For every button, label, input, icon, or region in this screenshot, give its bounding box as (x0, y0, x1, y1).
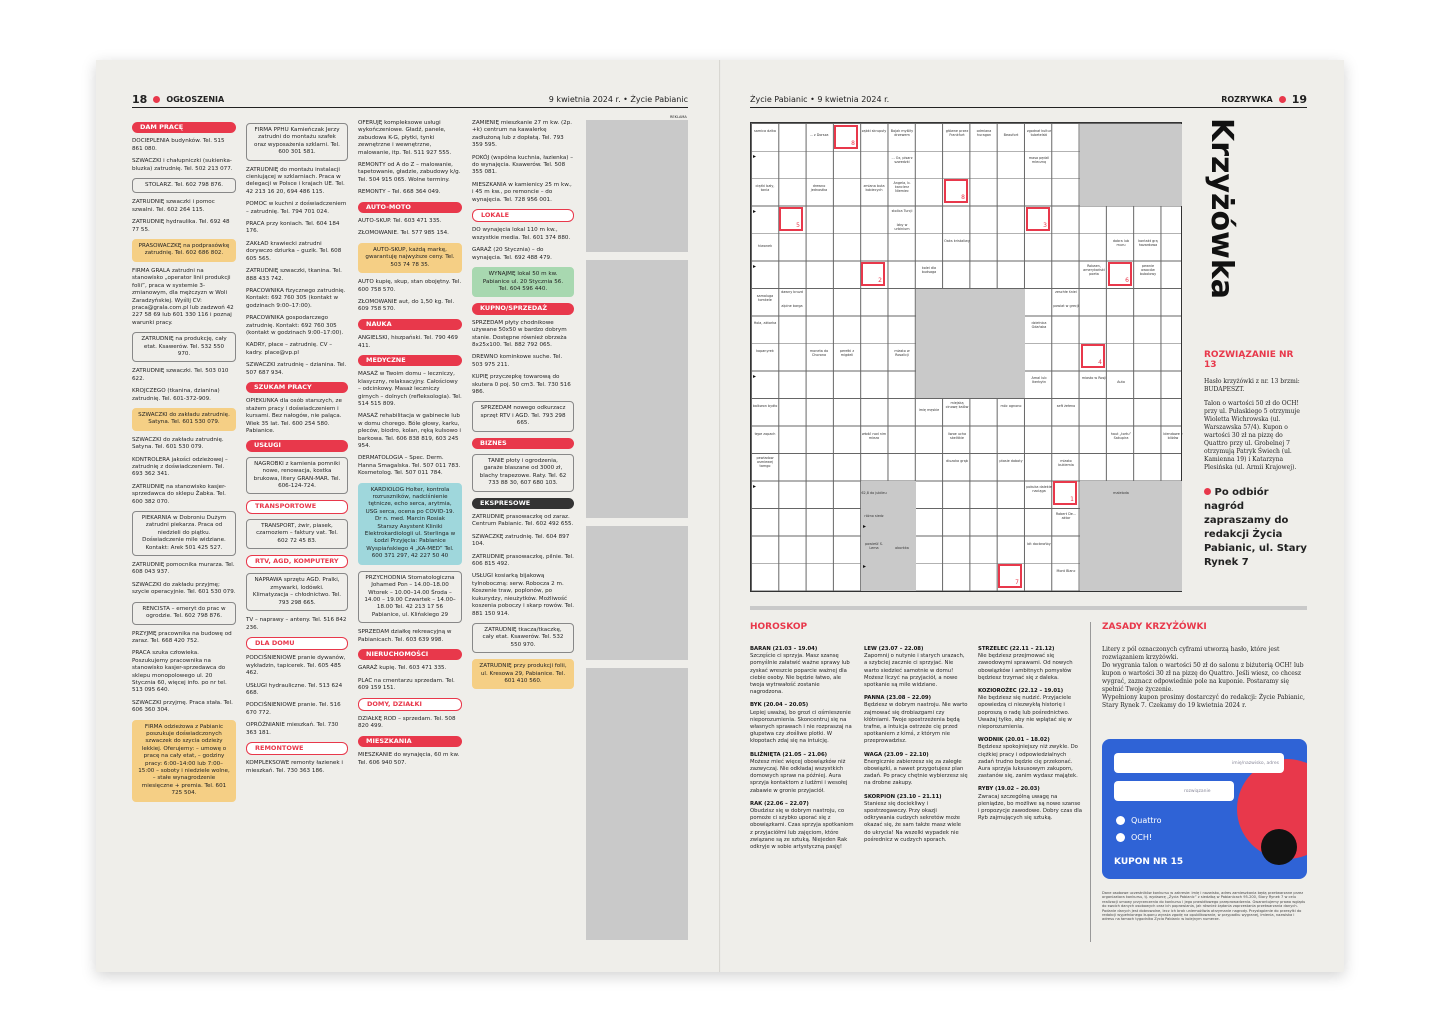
classified-box: PIEKARNIA w Dobroniu Dużym zatrudni piekarza. Praca od niedzieli do piątku. Doświadczenie mile widziane. Kontakt: Arek 501 425 527. (132, 511, 236, 556)
classified-ad: FIRMA GRALA zatrudni na stanowisko „operator linii produkcji folii”, praca w systemie 3-zmianowym, dla mężczyzn w Woli Zaradzyńskiej. Wyślij CV: praca@grala.com.pl lub zadzwoń 42 227 58 69 lub 601 330 116 i poznaj warunki pracy. (132, 267, 234, 326)
arrow-right-icon: ▸ (753, 208, 757, 215)
category-label: BIZNES (472, 438, 574, 449)
crossword-clue: Izby w urbinium (894, 223, 910, 231)
crossword-clue: imię męskie (918, 408, 940, 412)
classified-ad: ZATRUDNIĘ na stanowisko kasjer-sprzedawca do sklepu Żabka. Tel. 600 382 070. (132, 483, 227, 505)
crossword-clue: blendowe z bliżów (1163, 432, 1183, 440)
crossword-clue: dawny bruzd (781, 290, 803, 294)
classified-ad: GARAŻ (20 Stycznia) – do wynajęcia. Tel. 692 488 479. (472, 247, 552, 261)
classified-ad: SZWACZKI zatrudnię – dzianina. Tel. 507 687 934. (246, 362, 347, 376)
fine-print: Dane osobowe uczestników konkursu w zakresie: imię i nazwisko, adres zamieszkania będą przetwarzane przez organizatora konkursu, tj. wydawcę „Życia Pabianic” z siedzibą w Pabianicach 95-200, Stary Rynek 7 w celu realizacji umowy przyrzeczenia do konkursu i jego prawidłowego przeprowadzenia. Gwarantujemy prawo wglądu do swoich danych osobowych oraz ich poprawiania, jak również żądania zaprzestania przetwarzania danych. Podanie danych jest dobrowolne, lecz ich brak uniemożliwia otrzymanie nagrody. Przystąpienie do przesyłki do redakcji wypełnionego kuponu wyraża zgodę na opublikowanie, w przypadku wygranej, imienia, nazwiska i adresu na łamach tygodnika Życia Pabianic w kolejnym numerze. (1102, 891, 1306, 922)
classified-box: ZATRUDNIĘ na produkcję, cały etat. Ksawerów. Tel. 532 550 970. (132, 332, 236, 362)
classified-ad: POMOC w kuchni z doświadczeniem – zatrudnię. Tel. 794 701 024. (246, 201, 347, 215)
classified-ad: PODCIŚNIENIOWE pranie dywanów, wykładzin, tapicerek. Tel. 605 485 462. (246, 655, 346, 677)
prize-pickup-note: Po odbiór nagród zapraszamy do redakcji Życia Pabianic, ul. Stary Rynek 7 (1204, 487, 1307, 568)
rules-paragraph: Litery z pól oznaczonych cyframi utworzą hasło, które jest rozwiązaniem krzyżówki. (1102, 646, 1280, 661)
numbered-cell[interactable]: 1 (1053, 481, 1077, 505)
sign-name: RAK (22.06 – 22.07) (750, 800, 809, 807)
sign-text: Lepiej uważaj, bo grozi ci ośmieszenie nieporozumienia. Skoncentruj się na własnych sprawach i nie rozpraszaj na głupstwa czy złośliwe plotki. W kłopotach zdaj się na intuicję. (750, 709, 852, 745)
numbered-cell[interactable]: 8 (834, 125, 858, 149)
category-label: NAUKA (358, 319, 462, 330)
classified-ad: SPRZEDAM działkę rekreacyjną w Pabianicach. Tel. 603 639 998. (358, 629, 452, 643)
solution-section (1204, 350, 1307, 576)
crossword-clue: hiwonek (757, 244, 773, 248)
newspaper-spread (96, 60, 1344, 972)
classified-ad: REMONTY – Tel. 668 364 049. (358, 189, 441, 196)
classified-ad: KOMPLEKSOWE remonty łazienek i mieszkań. Tel. 730 363 186. (246, 760, 343, 774)
issue-date: Życie Pabianic • 9 kwietnia 2024 r. (750, 94, 890, 104)
sign-text: Możesz mieć więcej obowiązków niż zazwyczaj. Nie odkładaj wszystkich domowych spraw na później. Aura sprzyja kontaktom z ludźmi i wesołej zabawie w gronie przyjaciół. (750, 758, 848, 794)
category-label: LOKALE (472, 209, 574, 222)
crossword-ad-block (916, 289, 1025, 398)
classified-ad: OPRÓŻNIANIE mieszkań. Tel. 730 363 181. (246, 722, 339, 736)
classifieds-column-3 (358, 120, 462, 772)
horoscope-column (750, 646, 854, 857)
sign-name: PANNA (23.08 – 22.09) (864, 695, 931, 702)
classified-ad: KROJCZEGO (tkanina, dzianina) zatrudnię. Tel. 601-372-909. (132, 388, 220, 402)
crossword-clue: haut „tortu” Sakupira (1110, 432, 1132, 440)
crossword-clue: główne przez Frankfurt (945, 129, 969, 137)
sign-text: Obudzisz się w dobrym nastroju, co pomoże ci szybko uporać się z obowiązkami. Czas sprzyja spotkaniom z przyjaciółmi lub zajęciom, które związane są ze sztuką. Niejeden Rak odkryje w sobie artystyczną pasję! (750, 808, 854, 851)
crossword-clue: pewiadow osmiewej tamgo (756, 456, 774, 468)
sign-text: Będziesz w dobrym nastroju. Nie warto zajmować się drobiazgami czy kłótniami. Twoje spostrzeżenia będą trafne, a intuicja ostrzeże cię przed spotkaniem z kimś, z którym nie przeprowadzisz. (864, 702, 968, 745)
classified-box: NAPRAWA sprzętu AGD. Pralki, zmywarki, lodówki. Klimatyzacja – chłodnictwo. Tel. 793 298 665. (246, 573, 348, 611)
crossword-title: Krzyżówka (1204, 118, 1239, 300)
arrow-right-icon: ▸ (863, 523, 867, 530)
ad-label: REKLAMA (670, 115, 687, 119)
sign-name: WODNIK (20.01 – 18.02) (978, 737, 1050, 744)
divider (132, 107, 688, 108)
sign-text: Nie będziesz się nudzić. Przyjaciele opowiedzą ci niezwykłą historię i poproszą o radę lub pośrednictwo. Uważaj tylko, aby nie wplątać się w nieporozumienia. (978, 695, 1072, 731)
classified-ad: OFERUJĘ kompleksowe usługi wykończeniowe. Gładź, panele, zabudowa K-G, płytki, tynki zewnętrzne i wewnętrzne, malowanie, itp. Tel. 511 927 555. (358, 120, 452, 156)
sign-name: WAGA (23.09 – 22.10) (864, 751, 929, 758)
page-fold (719, 60, 721, 972)
classified-ad: REMONTY od A do Z – malowanie, tapetowanie, gładzie, zabudowy k/g. Tel. 504 915 065. Wolne terminy. (358, 162, 461, 183)
sign-name: KOZIOROŻEC (22.12 – 19.01) (978, 688, 1064, 695)
page-number: 19 (1291, 92, 1307, 106)
classified-ad: SPRZEDAM płyty chodnikowe używane 50x50 w bardzo dobrym stanie. Dostępne również obrzeża 8x25x100. Tel. 882 792 065. (472, 319, 567, 348)
solution-text: Hasło krzyżówki z nr. 13 brzmi: BUDAPESZT. (1204, 378, 1300, 393)
classified-ad: MIESZKANIE do wynajęcia, 60 m kw. Tel. 606 940 507. (358, 752, 460, 766)
classified-box: TRANSPORT, żwir, piasek, czarnoziem – faktury vat. Tel. 602 72 45 83. (246, 519, 348, 549)
horoscope-title: HOROSKOP (750, 622, 808, 632)
classified-ad: SZWACZKI do zakładu zatrudnię. Satyna. Tel. 601 530 079. (132, 436, 224, 451)
classified-ad: MASAŻ w Twoim domu – leczniczy, klasyczny, relaksacyjny. Całościowy – odcinkowy. Masaż leczniczy girnych – dolnych (refleksologia). Tel. 514 515 809. (358, 371, 462, 407)
classified-ad: TV – naprawy – anteny. Tel. 516 842 236. (246, 617, 347, 631)
crossword-clue: stolica Turcji (891, 209, 913, 213)
classified-ad: PRACOWNIKA fizycznego zatrudnię. Kontakt: 692 760 305 (kontakt w godzinach 9:00–17:00). (246, 287, 346, 309)
crossword-clue: liwoe ucha skelitkie (947, 432, 967, 440)
crossword-clue: perełki z migdeli (839, 349, 855, 357)
rules-paragraph: Do wygrania talon o wartości 50 zł do salonu z biżuterią OCH! lub kupon o wartości 30 zł na pizzę do Quattro. Jeśli wiesz, co chcesz wygrać, zaznacz odpowiednie pole na kuponie. Postaramy się spełnić Twoje życzenie. (1102, 662, 1304, 693)
crossword-clue: ząbki skrupuły (861, 129, 887, 133)
classified-box: FIRMA PPHU Kamieńczak Jerzy zatrudni do montażu szafek oraz wyposażenia szklarni. Tel. 600 301 581. (246, 123, 348, 161)
sign-name: LEW (23.07 – 22.08) (864, 646, 924, 652)
category-label: TRANSPORTOWE (246, 500, 348, 513)
sign-text: Szczęście ci sprzyja. Masz szansę pomyślnie załatwić ważne sprawy lub zyskać wreszcie poparcie ważnej dla ciebie osoby. Nie będzie łatwo, ale twoja wytrwałość zostanie nagrodzona. (750, 653, 850, 696)
arrow-right-icon: ▸ (753, 153, 757, 160)
crossword-clue: ptasie doboty (999, 459, 1023, 463)
issue-date: 9 kwietnia 2024 r. • Życie Pabianic (548, 94, 688, 104)
radio-circle-icon[interactable] (1116, 816, 1125, 825)
crossword-clue: alpine barga (781, 304, 803, 308)
category-label: MEDYCZNE (358, 355, 462, 366)
sign-text: Staniesz się dociekliwy i spostrzegawczy. Przy okazji odkrywania cudzych sekretów może okazać się, że sam także masz wiele do ukrycia! Na wszelki wypadek nie pośrednicz w cudzych sporach. (864, 800, 962, 843)
classified-ad: ZATRUDNIĘ szwaczki, tkanina. Tel. 888 433 742. (246, 268, 342, 282)
classified-ad: MIESZKANIA w kamienicy 25 m kw., i 45 m kw., po remoncie – do wynajęcia. Tel. 728 956 001. (472, 181, 572, 203)
crossword-ad-block (861, 481, 916, 591)
category-label: DLA DOMU (246, 637, 348, 650)
crossword-clue: ... z Dorsza (809, 133, 829, 137)
advertisement-placeholder (586, 260, 688, 518)
crossword-clue: odmiana huragan (976, 129, 992, 137)
classified-ad: ZAMIENIĘ mieszkanie 27 m kw. (2p. +k) centrum na kawalerkę zadłużoną lub z dopłatą. Tel. 793 359 595. (472, 120, 573, 149)
crossword-clue: powieść S. Lema (865, 542, 883, 550)
section-divider (750, 606, 1307, 610)
classified-ad: AUTO-SKUP. Tel. 603 471 335. (358, 218, 442, 225)
classified-ad: PRACA szuka człowieka. Poszukujemy pracownika na stanowisko kasjer-sprzedawca do sklepu monopolowego ul. 20 Stycznia 60, więcej info. po nr tel. 513 095 640. (132, 650, 227, 694)
crossword-clue: maleloda (1113, 491, 1129, 495)
arrow-right-icon: ▸ (753, 373, 757, 380)
crossword-clue: Auto (1117, 380, 1125, 384)
crossword-clue: bit docbrońby (1027, 542, 1051, 546)
advertisement-placeholder (586, 668, 688, 940)
crossword-clue: tępe zopach (754, 432, 776, 436)
classified-ad: SZWACZKI do zakładu przyjmę; szycie operacyjnie. Tel. 601 530 079. (132, 581, 236, 596)
arrow-right-icon: ▸ (753, 483, 757, 490)
classified-box: KARDIOLOG Holter, kontrola rozruszników, nadciśnienie tętnicze, echo serca, arytmia, USG serca, ocena po COVID-19. Dr n. med. Marcin Rosiak Starszy Asystent Kliniki Elektrokardiologii ul. Sterlinga w Łodzi Przyjęcia: Pabianice Wyspiańskiego 4 „KA-MED” Tel. 600 371 297, 42 227 50 40 (358, 483, 462, 565)
classified-ad: DREWNO kominkowe suche. Tel. 503 975 211. (472, 354, 563, 368)
crossword-clue: kolei dla budsaga (921, 266, 937, 274)
classified-ad: ZATRUDNIĘ pomocnika murarza. Tel. 608 043 937. (132, 562, 235, 576)
category-label: DAM PRACĘ (132, 122, 236, 133)
classifieds-column-1 (132, 120, 236, 808)
crossword-clue: zmiana buta kobiecych (863, 184, 885, 192)
crossword-ad-block (1080, 124, 1182, 206)
category-label: EKSPRESOWE (472, 498, 574, 509)
classified-ad: DO wynajęcia lokal 110 m kw., wszystkie media. Tel. 601 374 880. (472, 227, 571, 241)
option-och[interactable]: OCH! (1116, 833, 1152, 842)
coupon (1102, 739, 1307, 879)
classified-ad: PRACA przy koniach. Tel. 604 184 176. (246, 221, 340, 235)
crossword-clue: Robert De... aktor (1055, 512, 1077, 520)
classified-ad: ZŁOMOWANIE. Tel. 577 985 154. (358, 230, 449, 237)
classified-box: PRZYCHODNIA Stomatologiczna Johamed Pon – 14.00–18.00 Wtorek – 10.00–14.00 Środa – 14.00 – 19.00 Czwartek – 14.00–18.00 Tel. 42 213 17 56 Pabianice, ul. Klińskiego 29 (358, 571, 462, 623)
category-label: NIERUCHOMOŚCI (358, 649, 462, 660)
crossword-clue: dziełnica Gdańska (1031, 321, 1047, 329)
crossword-clue: Mont Blanc (1056, 569, 1076, 573)
crossword-clue: masa pędzil mleczną (1028, 156, 1050, 164)
numbered-cell[interactable]: 8 (944, 179, 968, 203)
classified-box: ZATRUDNIĘ przy produkcji folii, ul. Kresowa 29, Pabianice. Tel. 601 410 560. (472, 659, 574, 689)
sign-text: Energicznie zabierzesz się za zaległe obowiązki, a nawet przygotujesz plan zadań. Po pracy chętnie wybierzesz się na drobne zakupy. (864, 758, 968, 787)
red-dot-icon (153, 96, 160, 103)
crossword-grid[interactable] (750, 122, 1182, 592)
crossword-clue: oborkka (895, 546, 909, 550)
classified-ad: USŁUGI hydrauliczne. Tel. 513 624 668. (246, 682, 343, 696)
crossword-clue: dobra lub muru (1112, 239, 1130, 247)
classified-ad: ZATRUDNIĘ hydraulika. Tel. 692 48 77 55. (132, 219, 230, 233)
crossword-clue: zgodnał kultur tubetelski (1026, 129, 1052, 137)
classified-box: RENCISTA – emeryt do prac w ogrodzie. Tel. 602 798 876. (132, 602, 236, 625)
rules-paragraph: Wypełniony kupon prosimy dostarczyć do redakcji: Życie Pabianic, Stary Rynek 7. Czekamy do 19 kwietnia 2024 r. (1102, 694, 1305, 709)
classified-ad: SZWACZKĘ zatrudnię. Tel. 604 897 104. (472, 533, 570, 548)
category-label: RTV, AGD, KOMPUTERY (246, 555, 348, 568)
classified-ad: ZATRUDNIĘ szwaczki. Tel. 503 010 622. (132, 368, 229, 382)
classifieds-column-2 (246, 120, 348, 780)
red-dot-icon (1279, 96, 1286, 103)
crossword-clue: powiat w grecji (1053, 304, 1079, 308)
crossword-clue: Beaufort (1003, 133, 1019, 137)
numbered-cell[interactable]: 4 (1081, 344, 1105, 368)
crossword-clue: zeschłe śniei (1055, 290, 1077, 294)
column-divider (1090, 622, 1091, 942)
answer-field[interactable] (1114, 781, 1234, 801)
sign-text: Zwracaj szczególną uwagę na pieniądze, bo możliwe są nowe szanse i propozycje zawodowe. Dobry czas dla Ryb zajmujących się sztuką. (978, 793, 1082, 822)
arrow-right-icon: ▸ (753, 263, 757, 270)
classified-ad: POKÓJ (wspólna kuchnia, łazienka) – do wynajęcia. Ksawerów. Tel. 508 355 081. (472, 154, 574, 176)
classified-ad: MASAŻ rehabilitacja w gabinecie lub w domu chorego. Bóle głowy, karku, pleców, biodro, kolan, ręką kulsowo i barkowa. Tel. 606 838 819, 603 245 954. (358, 413, 461, 449)
sign-name: BLIŹNIĘTA (21.05 – 21.06) (750, 751, 828, 758)
category-label: AUTO-MOTO (358, 202, 462, 213)
crossword-clue: samica dzika (754, 129, 776, 133)
page-number: 18 (132, 92, 148, 106)
crossword-clue: ciężki bały, tania (755, 184, 775, 192)
crossword-clue: drewno jednostka (810, 184, 828, 192)
crossword-clue: ... Oz, pisarz szwedzki (891, 156, 913, 164)
crossword-clue: pewnie owoców bubolowy (1139, 264, 1157, 276)
classified-box: SPRZEDAM nowego odkurzacz sprzęt RTV i AGD. Tel. 793 298 665. (472, 401, 574, 431)
crossword-clue: miasto bukiemia (1058, 459, 1074, 467)
crossword-clue: włość nod nim mieza (861, 432, 887, 440)
sign-name: BYK (20.04 – 20.05) (750, 702, 809, 709)
numbered-cell[interactable]: 6 (1108, 262, 1132, 286)
classifieds-column-4 (472, 120, 574, 695)
crossword-clue: Bojak myśliły drzewem (890, 129, 914, 137)
crossword-clue: miasto w Rosalicji (894, 349, 910, 357)
sign-text: Nie będziesz przejmować się zawodowymi sprawami. Od nowych obowiązków i ambitnych pomysłów będziesz trzymać się z daleka. (978, 653, 1073, 681)
left-page-header (132, 92, 688, 106)
field-label: imię/nazwisko, adres (1232, 761, 1279, 766)
classified-box: WYNAJMĘ lokal 50 m kw. Pabianice ul. 20 Stycznia 56. Tel. 604 596 440. (472, 267, 574, 297)
classified-ad: SZWACZKI przyjmę. Praca stała. Tel. 606 360 304. (132, 699, 233, 714)
crossword-clue: Angela, b. kanclerz Niemiec (893, 181, 911, 193)
numbered-cell[interactable]: 5 (779, 207, 803, 231)
crossword-clue: Robaen, amerykański poeta (1083, 264, 1105, 276)
classified-box: ZATRUDNIĘ tkacza/tkaczkę, cały etat. Ksawerów. Tel. 532 550 970. (472, 623, 574, 653)
classified-ad: KONTROLERA jakości odzieżowej – zatrudnię z doświadczeniem. Tel. 693 362 341. (132, 456, 228, 478)
classified-ad: OPIEKUNKA dla osób starszych, ze stażem pracy i doświadczeniem i kursami. Bez nałogów, nie paląca. Wiek 35 lat. Tel. 600 254 580. Pabianice. (246, 398, 342, 434)
advertisement-placeholder (586, 526, 688, 660)
red-dot-icon (1204, 488, 1211, 495)
rules-title: ZASADY KRZYŻÓWKI (1102, 622, 1207, 632)
classified-ad: ZATRUDNIĘ prasowaczkę od zaraz. Centrum Pabianic. Tel. 602 492 655. (472, 514, 574, 528)
classified-box: FIRMA odzieżowa z Pabianic poszukuje doświadczonych szwaczek do szycia odzieży lekkiej. Oferujemy: – umowę o pracę na cały etat, – godziny pracy: 6:00–14:00 lub 7:00–15:00 – soboty i niedziele wolne, – stałe wynagrodzenie miesięczne + premia. Tel. 601 725 504. (132, 720, 236, 802)
classified-ad: DERMATOLOGIA – Spec. Derm. Hanna Smagalska. Tel. 507 011 783. Kosmetolog. Tel. 507 011 784. (358, 455, 461, 477)
section-title: OGŁOSZENIA (166, 94, 225, 104)
crossword-clue: Amal lub Ikerbytn (1031, 376, 1047, 384)
crossword-clue: 62,8 do jubileu (861, 491, 887, 495)
crossword-clue: diuzoka grąb (946, 459, 968, 463)
crossword-clue: seft żełeno (1056, 404, 1076, 408)
crossword-ad-block (1080, 481, 1182, 591)
classified-ad: PODCIŚNIENIOWE pranie. Tel. 516 670 772. (246, 702, 341, 716)
solution-text: Talon o wartości 50 zł do OCH! przy ul. Pułaskiego 5 otrzymuje Wioletta Wichrowska (ul. Warszawska 57/4). Kupon o wartości 30 zł na pizzę do Quattro przy ul. Grobelnej 7 otrzymują Patryk Świech (ul. Kamienna 19) i Katarzyna Plesińska (ul. Armii Krajowej). (1204, 400, 1300, 471)
right-page-header (750, 92, 1307, 106)
rules-text (1102, 646, 1307, 710)
classified-ad: KUPIĘ przyczepkę towarową do skutera 0 poj. 50 cm3. Tel. 730 516 986. (472, 374, 571, 395)
crossword-clue: miejską cinowę kalów (945, 401, 969, 409)
decorative-dot (1261, 829, 1297, 865)
crossword-clue: kopanyrek (756, 349, 774, 353)
category-label: DOMY, DZIAŁKI (358, 698, 462, 711)
coupon-label: KUPON NR 15 (1114, 857, 1184, 867)
classified-ad: USŁUGI kosiarką bijakową tylnoboczną: serw. Robocza 2 m. Koszenie traw, poplonów, po kukurydzy, nieużytków. Możliwość koszenia poboczy i skarp rowów. Tel. 881 150 914. (472, 573, 575, 617)
sign-text: Zapomnij o nutynie i starych urazach, a szybciej zacznie ci sprzyjać. Nie warto siedzieć samotnie w domu! Możesz liczyć na przyjaciół, a nowe spotkanie są mile widziane. (864, 653, 965, 689)
classified-ad: SZWACZKI i chałupniczki (sukienka-bluzka) zatrudnię. Tel. 502 213 077. (132, 158, 233, 172)
sign-name: RYBY (19.02 – 20.03) (978, 786, 1040, 793)
classified-ad: AUTO kupię, skup, stan obojętny. Tel. 600 758 570. (358, 279, 462, 293)
category-label: KUPNO/SPRZEDAŻ (472, 303, 574, 314)
classified-box: PRASOWACZKĘ na podprasówkę zatrudnię. Tel. 602 686 802. (132, 239, 236, 262)
arrow-right-icon: ▸ (863, 563, 867, 570)
classified-ad: GARAŻ kupię. Tel. 603 471 335. (358, 665, 447, 672)
radio-circle-icon[interactable] (1116, 833, 1125, 842)
crossword-clue: miasto w Rosji (1081, 376, 1107, 380)
numbered-cell[interactable]: 7 (998, 564, 1022, 588)
section-title: ROZRYWKA (1221, 94, 1273, 104)
crossword-clue: Hola, aktorka (753, 321, 777, 325)
crossword-clue: Oaks kristaliwy (944, 239, 970, 243)
numbered-cell[interactable]: 3 (1026, 207, 1050, 231)
classified-ad: PLAC na cmentarzu sprzedam. Tel. 609 159 151. (358, 677, 455, 692)
classified-ad: KADRY, płace – zatrudnię. CV – kadry. place@vp.pl (246, 342, 333, 356)
classified-ad: ZAKŁAD krawiecki zatrudni dorywczo dziurka – guzik. Tel. 608 605 565. (246, 240, 342, 262)
sign-name: SKORPION (23.10 – 21.11) (864, 793, 942, 800)
classified-box: NAGROBKI z kamienia pomniki nowe, renowacja, kostka brukowa, litery GRAN-MAR. Tel. 606-124-724. (246, 457, 348, 495)
crossword-clue: samaluga tomkele (756, 294, 774, 302)
classified-ad: ZATRUDNIĘ do montażu instalacji cieniującej w szklarniach. Praca w delegacji w Polsce i krajach UE. Tel. 42 213 16 20, 694 486 115. (246, 166, 345, 195)
numbered-cell[interactable]: 2 (861, 262, 885, 286)
category-label: REMONTOWE (246, 742, 348, 755)
crossword-clue: pokuka dalekie naciąga (1026, 485, 1052, 493)
classified-ad: ZATRUDNIĘ szwaczki i pomoc szwalni. Tel. 602 264 115. (132, 199, 215, 213)
option-quattro[interactable]: Quattro (1116, 816, 1162, 825)
category-label: SZUKAM PRACY (246, 382, 348, 393)
classified-ad: PRACOWNIKA gospodarczego zatrudnię. Kontakt: 692 760 305 (kontakt w godzinach 9:00–17:00). (246, 315, 344, 336)
horoscope-column (978, 646, 1082, 828)
classified-ad: ANGIELSKI, hiszpański. Tel. 790 469 411. (358, 335, 458, 349)
crossword-clue: balkwon bydło (752, 404, 778, 408)
sign-text: Będziesz spokojniejszy niż zwykle. Do ciężkiej pracy i odpowiedzialnych zadań trudno będzie cię przekonać. Aura sprzyja luksusowym zakupom, zastanów się, zanim wydasz majątek. (978, 744, 1078, 780)
crossword-clue: kontakt grą hazardowa (1138, 239, 1158, 247)
classified-ad: DOCIEPLENIA budynków. Tel. 515 861 080. (132, 138, 225, 152)
sign-name: BARAN (21.03 – 19.04) (750, 646, 818, 652)
sign-name: STRZELEC (22.11 – 21.12) (978, 646, 1055, 652)
classified-box: AUTO-SKUP, każdą markę, gwarantuję najwyższe ceny. Tel. 503 74 78 35. (358, 243, 462, 273)
field-label: rozwiązanie (1184, 789, 1211, 794)
crossword-clue: moneta do Chorona (809, 349, 829, 357)
category-label: USŁUGI (246, 440, 348, 451)
classified-ad: DZIAŁKĘ ROD – sprzedam. Tel. 508 820 499. (358, 715, 456, 730)
classified-box: SZWACZKI do zakładu zatrudnię. Satyna. Tel. 601 530 079. (132, 408, 236, 431)
classified-ad: ZŁOMOWANIE aut, do 1,50 kg. Tel. 609 758 570. (358, 298, 455, 313)
divider (750, 107, 1307, 108)
classified-box: STOLARZ. Tel. 602 798 876. (132, 178, 236, 193)
crossword-clue: móc ognono (1000, 404, 1022, 408)
classified-ad: ZATRUDNIĘ prasowaczkę, pilnie. Tel. 606 815 492. (472, 553, 574, 568)
category-label: MIESZKANIA (358, 736, 462, 747)
classified-ad: PRZYJMĘ pracownika na budowę od zaraz. Tel. 668 420 752. (132, 630, 232, 644)
classified-box: TANIE płoty i ogrodzenia, garaże blaszane od 3000 zł, blachy trapezowe. Raty. Tel. 62 733 88 30, 607 680 103. (472, 454, 574, 492)
horoscope-column (864, 646, 968, 850)
solution-title: ROZWIĄZANIE NR 13 (1204, 350, 1294, 370)
crossword-clue: różno siedz (864, 514, 884, 518)
advertisement-placeholder (586, 120, 688, 252)
